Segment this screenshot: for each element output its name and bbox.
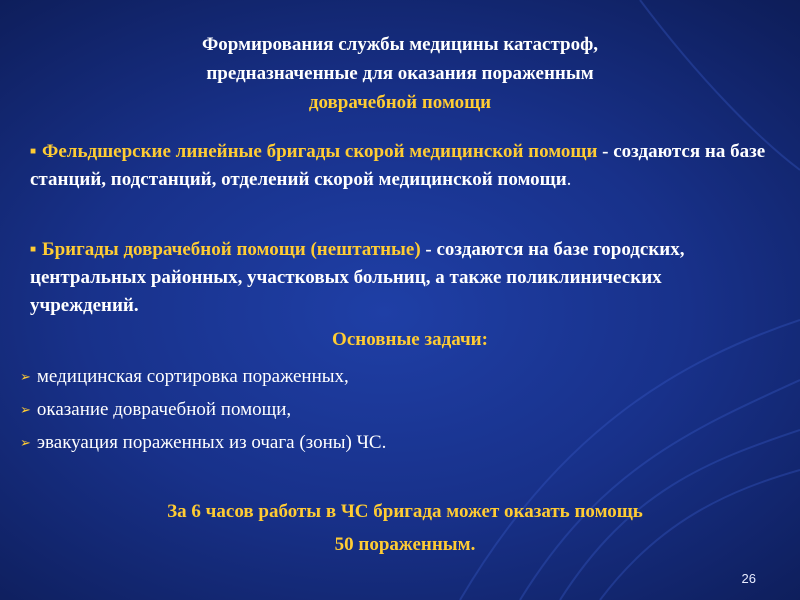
title-line-2: предназначенные для оказания пораженным [206, 63, 594, 84]
slide-title [40, 30, 760, 117]
title-highlight: доврачебной помощи [308, 92, 492, 113]
summary [0, 495, 800, 561]
arrowhead-bullet-icon: ➢ [20, 369, 31, 384]
arrowhead-bullet-icon: ➢ [20, 402, 31, 417]
task-text: оказание доврачебной помощи, [36, 399, 292, 420]
summary-line-2: 50 пораженным. [334, 534, 476, 555]
task-item [20, 429, 386, 457]
bullet-feldsher-brigades [30, 138, 775, 194]
square-bullet-icon: ■ [30, 244, 37, 255]
tasks-heading: Основные задачи: [332, 329, 488, 350]
task-text: медицинская сортировка пораженных, [36, 366, 349, 387]
bullet-text: - создаются на базе станций, подстанций, отделений скорой медицинской помощи [30, 141, 766, 190]
summary-line-1: За 6 часов работы в ЧС бригада может оказать помощь [167, 501, 643, 522]
task-text: эвакуация пораженных из очага (зоны) ЧС. [36, 432, 387, 453]
task-item [20, 363, 349, 391]
bullet-tail: . [566, 169, 572, 190]
bullet-highlight: Бригады доврачебной помощи (нештатные) [42, 239, 421, 260]
bullet-prehospital-brigades [30, 236, 775, 320]
page-number: 26 [741, 571, 756, 586]
bullet-text: - создаются на базе городских, центральных районных, участковых больниц, а также поликлинических учреждений. [30, 239, 685, 316]
title-line-1: Формирования службы медицины катастроф, [201, 34, 599, 55]
task-item [20, 396, 291, 424]
square-bullet-icon: ■ [30, 146, 37, 157]
arrowhead-bullet-icon: ➢ [20, 435, 31, 450]
bullet-highlight: Фельдшерские линейные бригады скорой медицинской помощи [42, 141, 598, 162]
